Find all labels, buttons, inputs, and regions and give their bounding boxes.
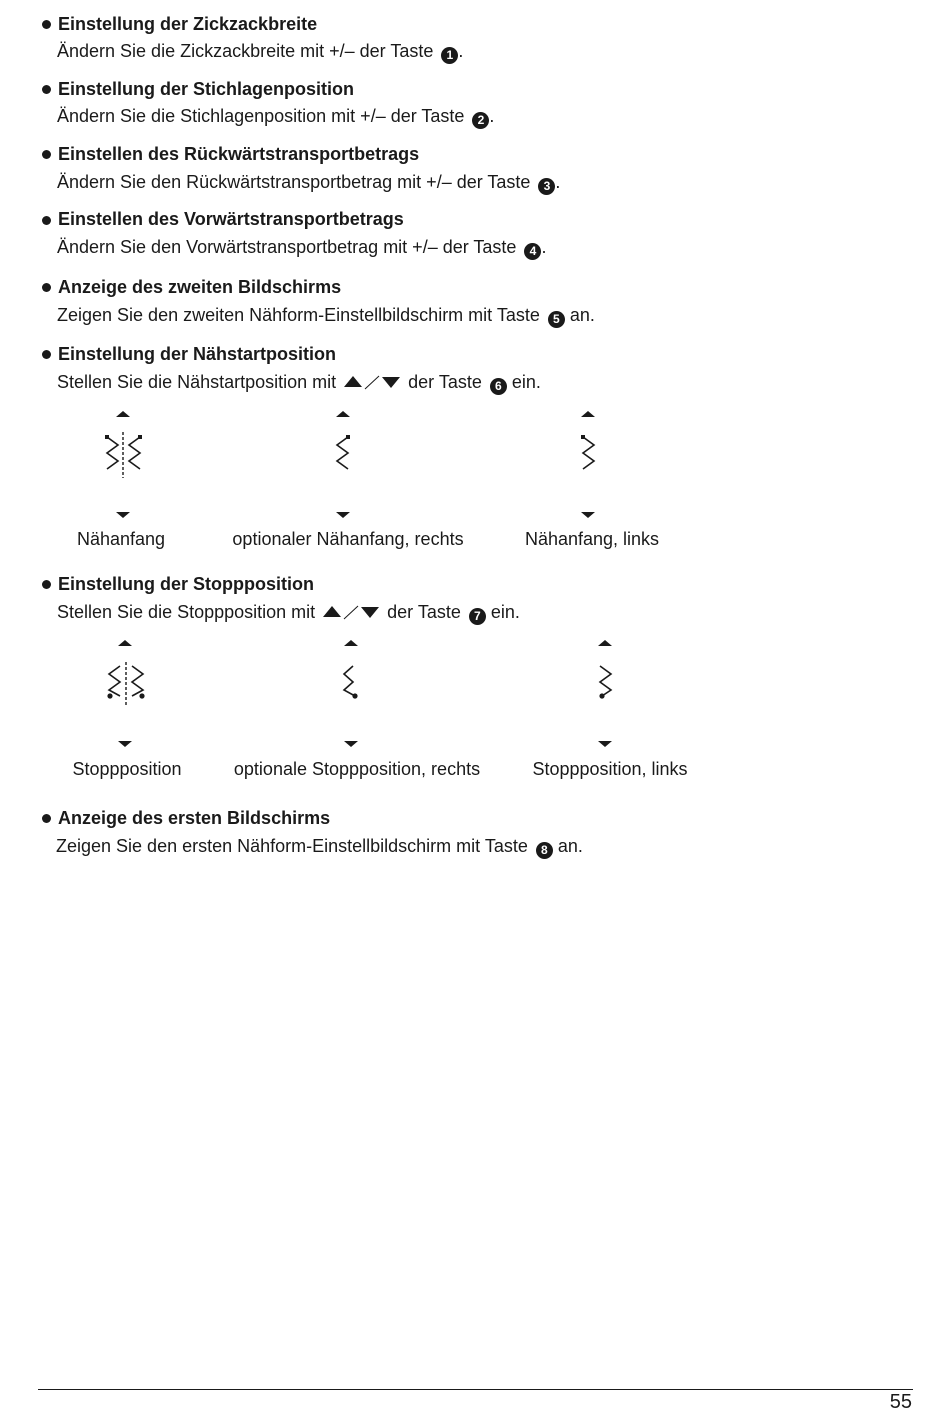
text-stoppposition: Stellen Sie die Stoppposition mit der Taste 7 ein. [57, 602, 520, 623]
heading-zickzackbreite: Einstellung der Zickzackbreite [58, 14, 318, 34]
caption-naehanfang: Nähanfang [76, 529, 166, 549]
heading-naehstartposition: Einstellung der Nähstartposition [58, 344, 337, 364]
up-down-arrows-icon [344, 374, 400, 390]
heading-vorwaertstransport: Einstellen des Vorwärtstransportbetrags [58, 209, 404, 229]
text-naehstartposition: Stellen Sie die Nähstartposition mit der Taste 6 ein. [57, 372, 541, 393]
heading-erster-bildschirm: Anzeige des ersten Bildschirms [58, 808, 331, 828]
key-number-6: 6 [490, 378, 507, 395]
key-number-1: 1 [441, 47, 458, 64]
bullet [42, 20, 51, 29]
bullet [42, 580, 51, 589]
caption-stoppposition-links: Stoppposition, links [532, 759, 688, 779]
page-number: 55 [889, 1391, 912, 1413]
key-number-7: 7 [469, 608, 486, 625]
stitch-stop-default-icon [102, 634, 150, 752]
key-number-4: 4 [524, 243, 541, 260]
text-stichlagenposition: Ändern Sie die Stichlagenposition mit +/– der Taste 2 . [57, 106, 495, 127]
key-number-5: 5 [548, 311, 565, 328]
text-erster-bildschirm: Zeigen Sie den ersten Nähform-Einstellbildschirm mit Taste 8 an. [56, 836, 583, 857]
bullet [42, 216, 51, 225]
caption-naehanfang-links: Nähanfang, links [524, 529, 660, 549]
text-rueckwaertstransport: Ändern Sie den Rückwärtstransportbetrag mit +/– der Taste 3 . [57, 172, 561, 193]
heading-stoppposition: Einstellung der Stoppposition [58, 574, 314, 594]
key-number-3: 3 [538, 178, 555, 195]
bullet [42, 814, 51, 823]
stitch-stop-left-icon [582, 634, 630, 752]
key-number-8: 8 [536, 842, 553, 859]
heading-rueckwaertstransport: Einstellen des Rückwärtstransportbetrags [58, 144, 420, 164]
bullet [42, 150, 51, 159]
bullet [42, 283, 51, 292]
caption-optionaler-naehanfang-rechts: optionaler Nähanfang, rechts [232, 529, 464, 549]
heading-zweiter-bildschirm: Anzeige des zweiten Bildschirms [58, 277, 342, 297]
caption-optionale-stoppposition-rechts: optionale Stoppposition, rechts [233, 759, 481, 779]
stitch-stop-right-icon [328, 634, 376, 752]
heading-stichlagenposition: Einstellung der Stichlagenposition [58, 79, 355, 99]
stitch-start-left-icon [564, 406, 612, 524]
text-zweiter-bildschirm: Zeigen Sie den zweiten Nähform-Einstellbildschirm mit Taste 5 an. [57, 305, 595, 326]
key-number-2: 2 [472, 112, 489, 129]
bullet [42, 85, 51, 94]
text-vorwaertstransport: Ändern Sie den Vorwärtstransportbetrag mit +/– der Taste 4 . [57, 237, 547, 258]
text-zickzackbreite: Ändern Sie die Zickzackbreite mit +/– der Taste 1 . [57, 41, 464, 62]
stitch-start-right-icon [320, 406, 368, 524]
footer-rule [38, 1389, 913, 1390]
stitch-start-default-icon [100, 406, 148, 524]
bullet [42, 350, 51, 359]
caption-stoppposition: Stoppposition [72, 759, 182, 779]
up-down-arrows-icon [323, 604, 379, 620]
